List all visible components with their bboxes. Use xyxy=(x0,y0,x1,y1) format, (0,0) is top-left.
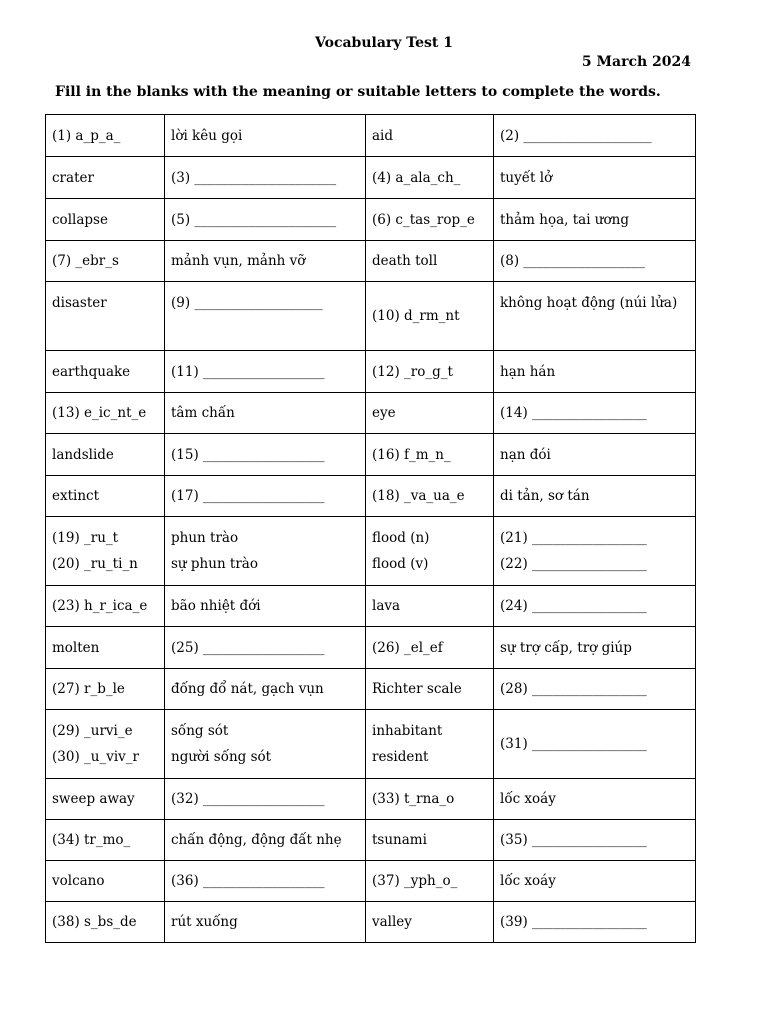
table-row xyxy=(46,115,696,157)
test-title: Vocabulary Test 1 xyxy=(315,35,453,51)
cell-line: (21) _________________ xyxy=(500,530,647,546)
table-cell: (14) _________________ xyxy=(494,393,696,434)
table-cell: (10) d_rm_nt xyxy=(366,282,494,351)
table-row xyxy=(46,710,696,779)
test-date: 5 March 2024 xyxy=(581,54,691,70)
table-row xyxy=(46,517,696,586)
table-cell: rút xuống xyxy=(165,902,366,943)
table-cell: eye xyxy=(366,393,494,434)
table-cell: (23) h_r_ica_e xyxy=(46,586,165,627)
cell-line: flood (n) xyxy=(372,530,430,546)
table-cell: (8) __________________ xyxy=(494,241,696,282)
table-cell: chấn động, động đất nhẹ xyxy=(165,820,366,861)
table-cell: collapse xyxy=(46,199,165,241)
table-cell: (16) f_m_n_ xyxy=(366,434,494,476)
table-row xyxy=(46,393,696,434)
table-cell xyxy=(46,517,165,586)
table-cell: (9) ___________________ xyxy=(165,282,366,351)
cell-line: (29) _urvi_e xyxy=(52,723,133,739)
table-cell: không hoạt động (núi lửa) xyxy=(494,282,696,351)
instruction-text: Fill in the blanks with the meaning or suitable letters to complete the words. xyxy=(55,84,661,100)
table-cell: death toll xyxy=(366,241,494,282)
table-cell xyxy=(165,517,366,586)
cell-line: phun trào xyxy=(171,530,239,546)
table-cell: (17) __________________ xyxy=(165,476,366,517)
table-cell xyxy=(366,710,494,779)
table-cell: (12) _ro_g_t xyxy=(366,351,494,393)
table-cell: hạn hán xyxy=(494,351,696,393)
table-cell: landslide xyxy=(46,434,165,476)
table-row xyxy=(46,586,696,627)
table-cell: sweep away xyxy=(46,779,165,820)
table-cell: (11) __________________ xyxy=(165,351,366,393)
cell-line: resident xyxy=(372,749,429,765)
table-cell: (4) a_ala_ch_ xyxy=(366,157,494,199)
table-row xyxy=(46,861,696,902)
table-cell: (18) _va_ua_e xyxy=(366,476,494,517)
table-cell: (39) _________________ xyxy=(494,902,696,943)
table-row xyxy=(46,902,696,943)
table-row xyxy=(46,157,696,199)
table-cell: di tản, sơ tán xyxy=(494,476,696,517)
table-cell: earthquake xyxy=(46,351,165,393)
table-cell: lốc xoáy xyxy=(494,779,696,820)
table-cell: lời kêu gọi xyxy=(165,115,366,157)
table-cell: (5) _____________________ xyxy=(165,199,366,241)
table-row xyxy=(46,282,696,351)
table-cell: (15) __________________ xyxy=(165,434,366,476)
table-cell: bão nhiệt đới xyxy=(165,586,366,627)
table-cell: Richter scale xyxy=(366,669,494,710)
table-row xyxy=(46,199,696,241)
table-cell: (37) _yph_o_ xyxy=(366,861,494,902)
table-cell: extinct xyxy=(46,476,165,517)
table-cell: molten xyxy=(46,627,165,669)
table-cell: crater xyxy=(46,157,165,199)
table-cell: disaster xyxy=(46,282,165,351)
table-cell: volcano xyxy=(46,861,165,902)
cell-line: (20) _ru_ti_n xyxy=(52,556,138,572)
table-cell: lava xyxy=(366,586,494,627)
table-cell: (33) t_rna_o xyxy=(366,779,494,820)
table-row xyxy=(46,351,696,393)
table-cell: thảm họa, tai ương xyxy=(494,199,696,241)
table-cell: (32) __________________ xyxy=(165,779,366,820)
table-row xyxy=(46,476,696,517)
table-row xyxy=(46,241,696,282)
table-cell: (31) _________________ xyxy=(494,710,696,779)
table-row xyxy=(46,434,696,476)
cell-line: sống sót xyxy=(171,723,229,739)
cell-line: sự phun trào xyxy=(171,556,258,572)
table-cell: (24) _________________ xyxy=(494,586,696,627)
table-row xyxy=(46,820,696,861)
table-cell: aid xyxy=(366,115,494,157)
table-cell: tâm chấn xyxy=(165,393,366,434)
table-cell: (25) __________________ xyxy=(165,627,366,669)
table-row xyxy=(46,669,696,710)
table-cell: (13) e_ic_nt_e xyxy=(46,393,165,434)
table-cell: tsunami xyxy=(366,820,494,861)
table-cell: (6) c_tas_rop_e xyxy=(366,199,494,241)
cell-line: người sống sót xyxy=(171,749,272,765)
table-cell xyxy=(366,517,494,586)
table-row xyxy=(46,627,696,669)
table-cell: (28) _________________ xyxy=(494,669,696,710)
table-cell: tuyết lở xyxy=(494,157,696,199)
table-cell: mảnh vụn, mảnh vỡ xyxy=(165,241,366,282)
table-cell: (35) _________________ xyxy=(494,820,696,861)
table-cell: valley xyxy=(366,902,494,943)
table-cell: lốc xoáy xyxy=(494,861,696,902)
table-cell xyxy=(494,517,696,586)
table-cell: (36) __________________ xyxy=(165,861,366,902)
table-cell: đống đổ nát, gạch vụn xyxy=(165,669,366,710)
cell-line: inhabitant xyxy=(372,723,443,739)
table-cell: (26) _el_ef xyxy=(366,627,494,669)
cell-line: flood (v) xyxy=(372,556,429,572)
cell-line: (19) _ru_t xyxy=(52,530,119,546)
table-row xyxy=(46,779,696,820)
table-cell: (3) _____________________ xyxy=(165,157,366,199)
table-cell: (38) s_bs_de xyxy=(46,902,165,943)
table-cell: sự trợ cấp, trợ giúp xyxy=(494,627,696,669)
cell-line: (30) _u_viv_r xyxy=(52,749,139,765)
table-cell: (27) r_b_le xyxy=(46,669,165,710)
table-cell: (7) _ebr_s xyxy=(46,241,165,282)
vocabulary-table xyxy=(45,114,696,943)
table-cell xyxy=(165,710,366,779)
table-cell: nạn đói xyxy=(494,434,696,476)
vocabulary-table-body xyxy=(46,115,696,943)
cell-line: (22) _________________ xyxy=(500,556,647,572)
table-cell: (34) tr_mo_ xyxy=(46,820,165,861)
table-cell: (2) ___________________ xyxy=(494,115,696,157)
table-cell: (1) a_p_a_ xyxy=(46,115,165,157)
table-cell xyxy=(46,710,165,779)
